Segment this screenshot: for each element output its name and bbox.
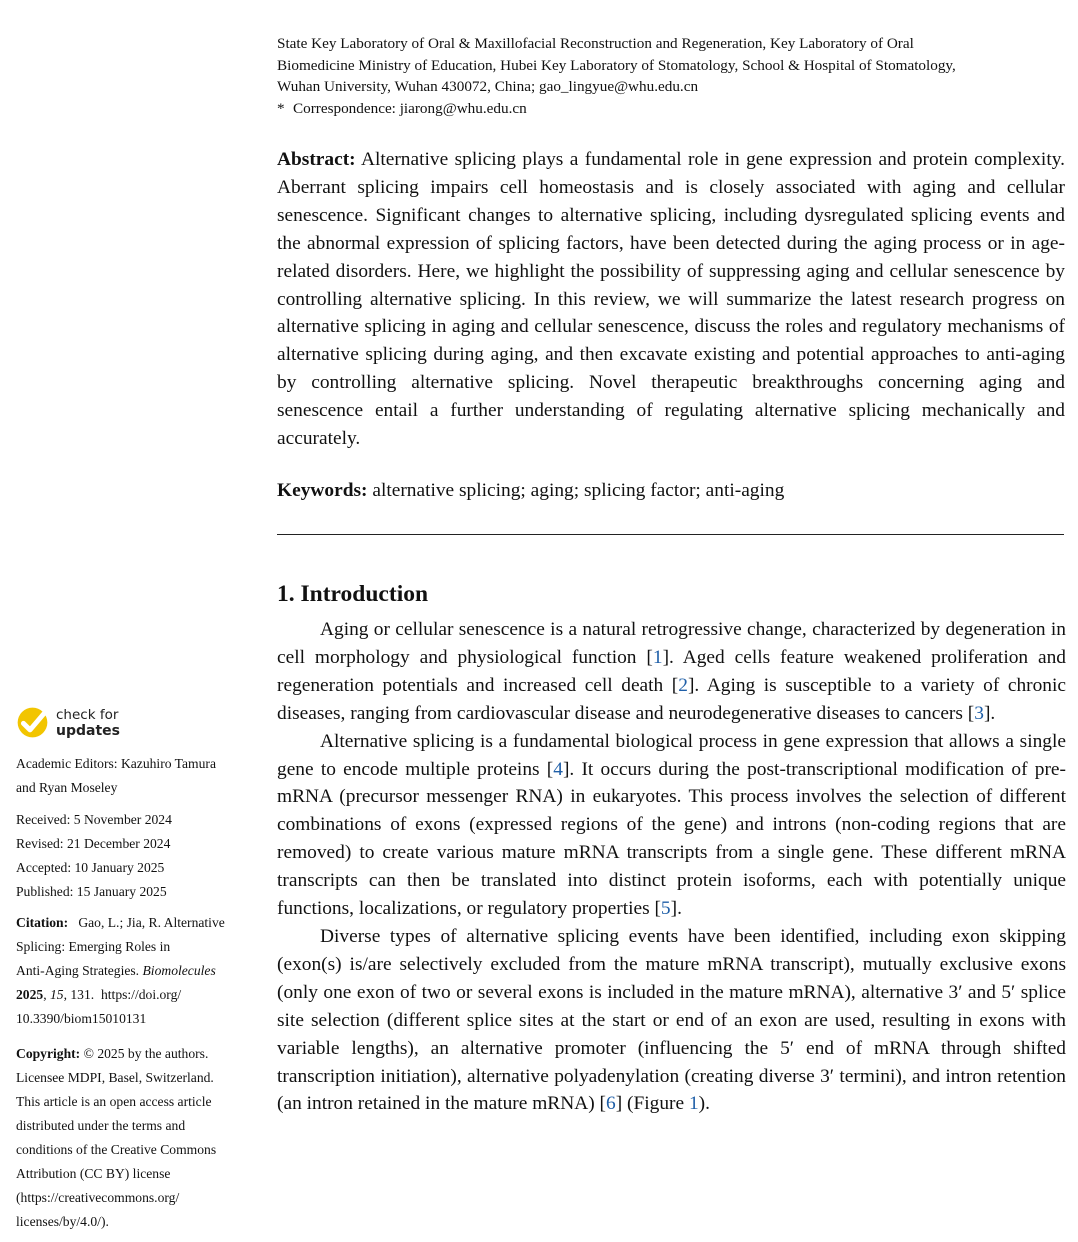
paragraph-text: ]. <box>670 898 682 920</box>
correspondence-marker: * <box>277 99 285 117</box>
body-paragraph <box>277 728 1066 923</box>
paragraph-text: Aging or cellular senescence is a natural retrogressive change, characterized by degeneration in cell morphology and physiological function [ <box>277 619 1066 668</box>
paragraph-text: ]. Aging is susceptible to a variety of chronic diseases, ranging from cardiovascular disease and neurodegenerative diseases to cancers [ <box>277 674 1066 724</box>
keywords-text: alternative splicing; aging; splicing factor; anti-aging <box>372 480 785 501</box>
check-updates-line2: updates <box>56 723 120 739</box>
citation-line <box>16 911 252 935</box>
paragraph-text: Alternative splicing is a fundamental biological process in gene expression that allows a single gene to encode multiple proteins [ <box>277 730 1066 780</box>
citation-year: 2025 <box>16 987 44 1002</box>
abstract-label: Abstract: <box>277 149 356 170</box>
checkmark-icon <box>16 706 49 739</box>
citation-link[interactable]: 5 <box>660 898 671 920</box>
copyright-label: Copyright: <box>16 1046 81 1061</box>
citation-label: Citation: <box>16 915 69 930</box>
editors-line: Academic Editors: Kazuhiro Tamura <box>16 756 216 771</box>
paragraph-text: Diverse types of alternative splicing events have been identified, including exon skipping (exon(s) is/are selectively excluded from the mature mRNA transcript), mutually exclusive exons (only one exon of two or several exons is included in the mature mRNA), alternative 3′ and 5′ splice site selection (different splice sites at the start or end of an exon are used, resulting in exons with variable lengths), an alternative promoter (influencing the 5′ end of mRNA through shifted transcription initiation), alternative polyadenylation (creating diverse 3′ termini), and intron retention (an intron retained in the mature mRNA) [ <box>277 925 1066 1115</box>
affiliation-block <box>277 33 1067 119</box>
citation-link[interactable]: 4 <box>553 758 563 780</box>
paragraph-text: ]. <box>983 702 996 724</box>
paragraph-text: ]. Aged cells feature weakened proliferation and regeneration potentials and increased cell death [ <box>277 646 1066 696</box>
citation-text: Anti-Aging Strategies. <box>16 963 140 978</box>
correspondence-email: Correspondence: jiarong@whu.edu.cn <box>293 99 527 117</box>
figure-link[interactable]: 1 <box>688 1093 699 1115</box>
citation-link[interactable]: 2 <box>678 674 688 696</box>
editors-line: and Ryan Moseley <box>16 780 118 795</box>
paragraph-text: ] (Figure <box>615 1093 689 1115</box>
citation-pages: , 131. <box>63 987 95 1002</box>
citation-link[interactable]: 3 <box>974 702 984 724</box>
doi-link[interactable]: 10.3390/biom15010131 <box>16 1011 147 1026</box>
license-link[interactable]: licenses/by/4.0/). <box>16 1214 109 1229</box>
citation-text: Gao, L.; Jia, R. Alternative <box>78 915 225 930</box>
affiliation-line: Biomedicine Ministry of Education, Hubei Key Laboratory of Stomatology, School & Hospital of Stomatology, <box>277 56 956 74</box>
affiliation-line: Wuhan University, Wuhan 430072, China; gao_lingyue@whu.edu.cn <box>277 78 699 96</box>
keywords-label: Keywords: <box>277 480 368 501</box>
journal-name: Biomolecules <box>142 963 216 978</box>
citation-block <box>16 911 252 1031</box>
correspondence-line <box>277 98 1067 120</box>
license-link[interactable]: (https://creativecommons.org/ <box>16 1190 180 1205</box>
academic-editors <box>16 752 252 800</box>
citation-line <box>16 959 252 983</box>
date-accepted: Accepted: 10 January 2025 <box>16 860 165 875</box>
citation-link[interactable]: 1 <box>652 646 663 668</box>
check-updates-line1: check for <box>56 707 119 723</box>
copyright-line <box>16 1042 252 1066</box>
section-title: 1. Introduction <box>277 581 429 607</box>
copyright-line: Licensee MDPI, Basel, Switzerland. <box>16 1070 214 1085</box>
citation-line: Splicing: Emerging Roles in <box>16 939 171 954</box>
keywords <box>277 477 1065 505</box>
abstract-text: Alternative splicing plays a fundamental role in gene expression and protein complexity. Aberrant splicing impairs cell homeostasis and is closely associated with aging and cellular senescence. Significant changes to alternative splicing, including dysregulated splicing events and the abnormal expression of splicing factors, have been detected during the aging process or in age-related disorders. Here, we highlight the possibility of suppressing aging and cellular senescence by controlling alternative splicing. In this review, we will summarize the latest research progress on alternative splicing in aging and cellular senescence, discuss the roles and regulatory mechanisms of alternative splicing during aging, and then excavate existing and potential approaches to anti-aging by controlling alternative splicing. Novel therapeutic breakthroughs concerning aging and senescence entail a further understanding of regulating alternative splicing mechanically and accurately. <box>277 149 1065 450</box>
copyright-line: distributed under the terms and <box>16 1118 186 1133</box>
date-revised: Revised: 21 December 2024 <box>16 836 171 851</box>
date-published: Published: 15 January 2025 <box>16 884 167 899</box>
date-received: Received: 5 November 2024 <box>16 812 172 827</box>
citation-volume: 15 <box>49 987 64 1002</box>
doi-link[interactable]: https://doi.org/ <box>100 987 182 1002</box>
copyright-line: This article is an open access article <box>16 1094 212 1109</box>
paragraph-text: ]. It occurs during the post-transcriptional modification of pre-mRNA (precursor messenger RNA) in eukaryotes. This process involves the selection of different combinations of exons (expressed regions of the gene) and introns (non-coding regions that are removed) to create various mature mRNA transcripts from a single gene. These different mRNA transcripts can then be translated into distinct protein isoforms, each with potentially unique functions, localizations, or regulatory properties [ <box>277 758 1066 920</box>
check-for-updates-badge[interactable] <box>16 706 156 742</box>
copyright-text: © 2025 by the authors. <box>83 1046 209 1061</box>
body-paragraph <box>277 616 1066 728</box>
section-body <box>277 616 1066 1118</box>
abstract <box>277 146 1065 453</box>
citation-link[interactable]: 6 <box>606 1093 616 1115</box>
copyright-line: conditions of the Creative Commons <box>16 1142 217 1157</box>
citation-line: 2025, 15, 131. https://doi.org/ <box>16 987 182 1002</box>
copyright-line: Attribution (CC BY) license <box>16 1166 171 1181</box>
body-paragraph <box>277 923 1066 1118</box>
publication-dates <box>16 808 252 904</box>
copyright-block <box>16 1042 252 1234</box>
section-divider <box>277 534 1064 535</box>
paragraph-text: ). <box>698 1093 710 1115</box>
affiliation-line: State Key Laboratory of Oral & Maxillofacial Reconstruction and Regeneration, Key Laboratory of Oral <box>277 35 914 52</box>
